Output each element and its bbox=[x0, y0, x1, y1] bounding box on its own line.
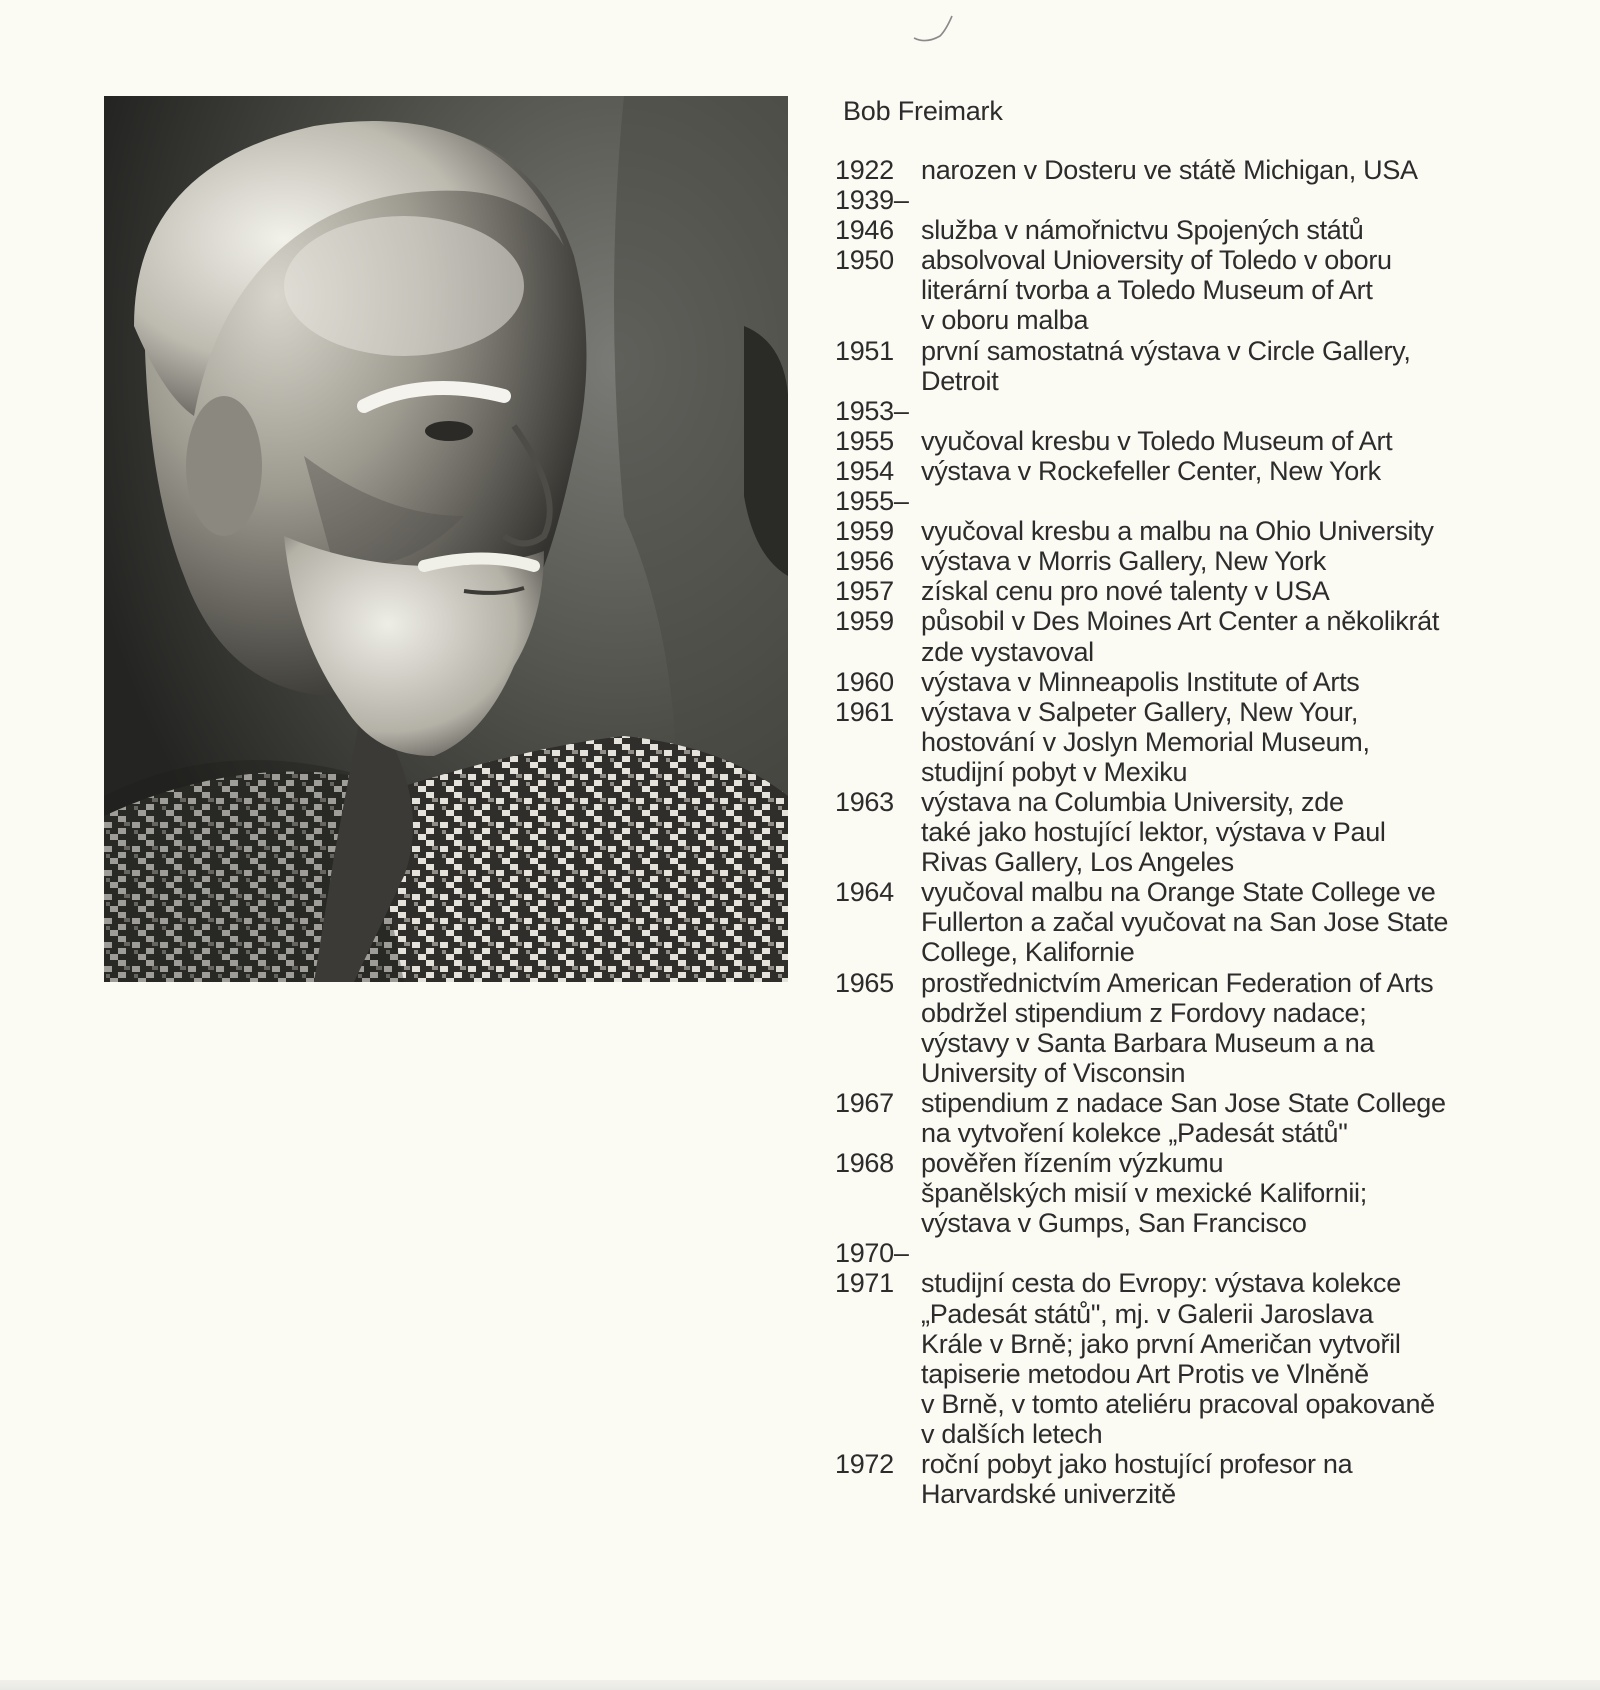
timeline bbox=[835, 155, 1515, 1509]
timeline-entry bbox=[835, 576, 1515, 606]
entry-text: prostřednictvím American Federation of Arts obdržel stipendium z Fordovy nadace; výstavy v Santa Barbara Museum a na University of Visconsin bbox=[921, 967, 1434, 1088]
timeline-entry bbox=[835, 1449, 1515, 1509]
timeline-entry bbox=[835, 546, 1515, 576]
entry-year: 1964 bbox=[835, 877, 894, 908]
entry-text: studijní cesta do Evropy: výstava kolekce „Padesát států", mj. v Galerii Jaroslava Krále v Brně; jako první Američan vytvořil tapiserie metodou Art Protis ve Vlněně v Brně, v tomto ateliéru pracoval opakovaně v dalších letech bbox=[921, 1268, 1435, 1449]
timeline-entry bbox=[835, 697, 1515, 787]
entry-text: vyučoval malbu na Orange State College ve Fullerton a začal vyučovat na San Jose State College, Kalifornie bbox=[921, 877, 1449, 968]
timeline-entry bbox=[835, 426, 1515, 456]
entry-year: 1963 bbox=[835, 786, 894, 817]
entry-year: 1965 bbox=[835, 967, 894, 998]
entry-year: 1950 bbox=[835, 245, 894, 276]
pen-mark bbox=[912, 14, 956, 44]
entry-year: 1951 bbox=[835, 335, 894, 366]
entry-year: 1956 bbox=[835, 546, 894, 577]
entry-year: 1953– bbox=[835, 395, 909, 426]
timeline-entry bbox=[835, 185, 1515, 215]
entry-text: výstava v Morris Gallery, New York bbox=[921, 546, 1326, 577]
entry-text: vyučoval kresbu a malbu na Ohio University bbox=[921, 516, 1434, 547]
timeline-entry bbox=[835, 968, 1515, 1088]
timeline-entry bbox=[835, 667, 1515, 697]
timeline-entry bbox=[835, 215, 1515, 245]
timeline-entry bbox=[835, 486, 1515, 516]
entry-year: 1946 bbox=[835, 215, 894, 246]
entry-year: 1959 bbox=[835, 516, 894, 547]
timeline-entry bbox=[835, 1088, 1515, 1148]
entry-text: pověřen řízením výzkumu španělských misií v mexické Kalifornii; výstava v Gumps, San Francisco bbox=[921, 1148, 1367, 1239]
entry-text: výstava v Salpeter Gallery, New Your, hostování v Joslyn Memorial Museum, studijní pobyt v Mexiku bbox=[921, 696, 1370, 787]
timeline-entry bbox=[835, 1148, 1515, 1238]
portrait-photo bbox=[104, 96, 788, 982]
entry-text: působil v Des Moines Art Center a několikrát zde vystavoval bbox=[921, 606, 1440, 667]
entry-year: 1960 bbox=[835, 666, 894, 697]
entry-year: 1955– bbox=[835, 486, 909, 517]
entry-text: získal cenu pro nové talenty v USA bbox=[921, 576, 1330, 607]
timeline-entry bbox=[835, 456, 1515, 486]
entry-year: 1957 bbox=[835, 576, 894, 607]
entry-text: roční pobyt jako hostující profesor na Harvardské univerzitě bbox=[921, 1449, 1353, 1510]
entry-year: 1970– bbox=[835, 1238, 909, 1269]
entry-year: 1955 bbox=[835, 425, 894, 456]
portrait-illustration bbox=[104, 96, 788, 982]
timeline-entry bbox=[835, 606, 1515, 666]
entry-text: absolvoval Unioversity of Toledo v oboru literární tvorba a Toledo Museum of Art v oboru malba bbox=[921, 245, 1392, 336]
timeline-entry bbox=[835, 1238, 1515, 1268]
timeline-entry bbox=[835, 516, 1515, 546]
timeline-entry bbox=[835, 245, 1515, 335]
entry-text: narozen v Dosteru ve státě Michigan, USA bbox=[921, 155, 1418, 185]
biography bbox=[835, 94, 1515, 1509]
entry-year: 1961 bbox=[835, 696, 894, 727]
entry-year: 1922 bbox=[835, 155, 894, 185]
entry-text: výstava na Columbia University, zde také jako hostující lektor, výstava v Paul Rivas Gallery, Los Angeles bbox=[921, 786, 1386, 878]
timeline-entry bbox=[835, 155, 1515, 185]
timeline-entry bbox=[835, 336, 1515, 396]
entry-year: 1967 bbox=[835, 1087, 894, 1118]
entry-year: 1972 bbox=[835, 1449, 894, 1480]
timeline-entry bbox=[835, 787, 1515, 877]
entry-text: vyučoval kresbu v Toledo Museum of Art bbox=[921, 425, 1393, 456]
entry-year: 1971 bbox=[835, 1268, 894, 1299]
entry-year: 1968 bbox=[835, 1148, 894, 1179]
page-edge bbox=[0, 1680, 1600, 1690]
entry-year: 1954 bbox=[835, 455, 894, 486]
entry-year: 1939– bbox=[835, 185, 909, 216]
artist-name: Bob Freimark bbox=[843, 96, 1003, 126]
timeline-entry bbox=[835, 396, 1515, 426]
entry-text: stipendium z nadace San Jose State College na vytvoření kolekce „Padesát států" bbox=[921, 1087, 1446, 1148]
timeline-entry bbox=[835, 877, 1515, 967]
entry-year: 1959 bbox=[835, 606, 894, 637]
timeline-entry bbox=[835, 1268, 1515, 1449]
entry-text: výstava v Rockefeller Center, New York bbox=[921, 455, 1381, 486]
entry-text: první samostatná výstava v Circle Gallery, Detroit bbox=[921, 335, 1411, 396]
entry-text: výstava v Minneapolis Institute of Arts bbox=[921, 666, 1360, 697]
entry-text: služba v námořnictvu Spojených států bbox=[921, 215, 1364, 246]
